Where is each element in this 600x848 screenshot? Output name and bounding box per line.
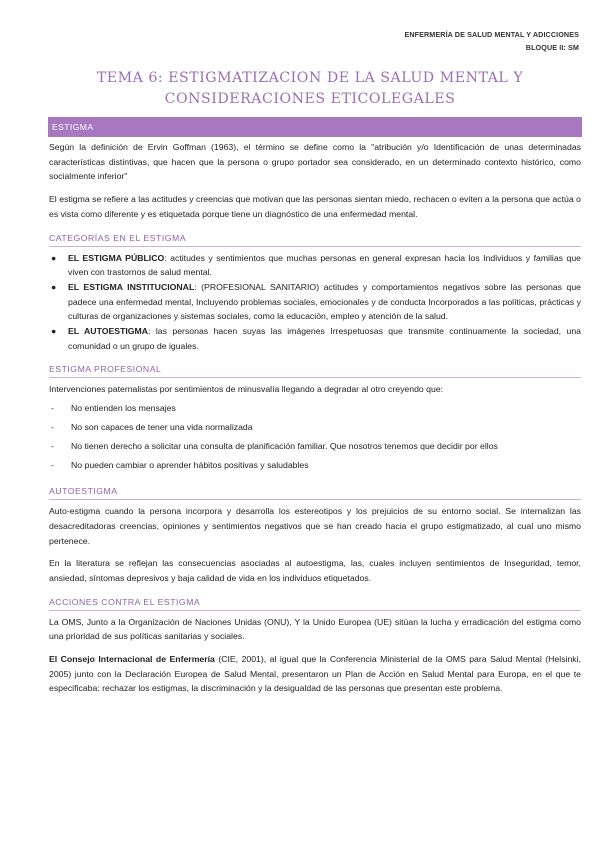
main-content	[49, 140, 581, 704]
acciones-organization: El Consejo Internacional de Enfermería	[49, 654, 215, 665]
section-heading-categorias: CATEGORÍAS EN EL ESTIGMA	[49, 232, 581, 247]
list-item	[49, 418, 581, 437]
section-bar-estigma	[48, 117, 582, 137]
estigma-description: El estigma se refiere a las actitudes y creencias que motivan que las personas sientan miedo, rechacen o eviten a la persona que actúa o es vista como diferente y es etiquetada porque tiene un diagnóstico de una enfermedad mental.	[49, 194, 581, 219]
list-item-text: No son capaces de tener una vida normalizada	[71, 422, 253, 433]
bullet-icon: ●	[51, 281, 57, 292]
category-text: : las personas hacen suyas las imágenes Irrespetuosas que transmite continuamente la sociedad, una comunidad o un grupo de iguales.	[68, 326, 581, 351]
list-item-text: No entienden los mensajes	[71, 403, 176, 414]
list-item	[49, 280, 581, 324]
dash-icon: -	[51, 403, 54, 414]
dash-icon: -	[51, 441, 54, 452]
list-item-text: No tienen derecho a solicitar una consulta de planificación familiar. Que nosotros tenemos que decidir por ellos	[71, 441, 498, 452]
section-heading-acciones: ACCIONES CONTRA EL ESTIGMA	[49, 596, 581, 611]
header-course: ENFERMERÍA DE SALUD MENTAL Y ADICCIONES	[404, 30, 579, 39]
list-item	[49, 437, 581, 456]
list-item	[49, 251, 581, 280]
bullet-icon: ●	[51, 252, 57, 263]
estigma-definition: Según la definición de Ervin Goffman (1963), el término se define como la "atribución y/o Identificación de unas determinadas características distintivas, que hacen que la persona o grupo portador sea considerado, en un determinado contexto histórico, como socialmente inferior"	[49, 142, 581, 182]
bullet-icon: ●	[51, 326, 57, 337]
list-item-text: No pueden cambiar o aprender hábitos positivas y saludables	[71, 460, 309, 471]
dash-icon: -	[51, 460, 54, 471]
header-block: BLOQUE II: SM	[525, 42, 579, 52]
categorias-list	[49, 251, 581, 354]
category-text: : actitudes y sentimientos que muchas personas en general expresan hacia los Individuos y familias que viven con trastornos de salud mental.	[68, 252, 581, 278]
profesional-intro: Intervenciones paternalistas por sentimientos de minusvalía llegando a degradar al otro creyendo que:	[49, 384, 444, 395]
acciones-paragraph-2-text: (CIE, 2001), al igual que la Conferencia Ministerial de la OMS para Salud Mental (Helsinki, 2005) junto con la Declaración Europea de Salud Mental, presentaron un Plan de Acción en Salud Mental para Europa, en el que te especificaba: rechazar los estigmas, la discriminación y la desigualdad de las personas que presentan este problema.	[49, 654, 581, 694]
autoestigma-paragraph-1: Auto-estigma cuando la persona incorpora y desarrolla los estereotipos y los prejuicios de su entorno social. Se internalizan las desacreditadoras creencias, opiniones y sentimientos negativos que se han creado hacia el grupo estigmatizado, al cual uno mismo pertenece.	[49, 506, 581, 546]
acciones-paragraph-1: La OMS, Junto a la Organización de Naciones Unidas (ONU), Y la Unido Europea (UE) sitúan la lucha y erradicación del estigma como una prioridad de sus políticas sanitarias y sociales.	[49, 616, 581, 642]
category-term: EL AUTOESTIGMA	[68, 326, 149, 337]
dash-icon: -	[51, 422, 54, 433]
section-heading-profesional: ESTIGMA PROFESIONAL	[49, 363, 581, 378]
autoestigma-paragraph-2: En la literatura se reflejan las consecuencias asociadas al autoestigma, las, cuales incluyen sentimientos de Inseguridad, temor, ansiedad, síntomas depresivos y baja calidad de vida en los individuos etiquetados.	[49, 558, 581, 583]
category-term: EL ESTIGMA INSTITUCIONAL	[68, 281, 195, 292]
list-item	[49, 456, 581, 475]
list-item	[49, 399, 581, 418]
section-heading-autoestigma: AUTOESTIGMA	[49, 485, 581, 500]
category-text: : (PROFESIONAL SANITARIO) actitudes y comportamientos negativos sobre las personas que padece una enfermedad mental, Incluyendo problemas sociales, emocionales y de conducta Incorporados a las políticas, prácticas y culturas de organizaciones y sistemas sociales, como la educación, empleo y atención de la salud.	[68, 281, 581, 322]
running-header	[404, 29, 579, 54]
section-heading-estigma: ESTIGMA	[52, 122, 94, 132]
title-line-2: CONSIDERACIONES ETICOLEGALES	[164, 91, 456, 107]
category-term: EL ESTIGMA PÚBLICO	[68, 252, 165, 263]
title-line-1: TEMA 6: ESTIGMATIZACION DE LA SALUD MENTAL Y	[96, 70, 524, 86]
page-title	[60, 68, 560, 110]
list-item	[49, 324, 581, 353]
acciones-paragraph-2	[49, 652, 581, 696]
profesional-list	[49, 399, 581, 475]
